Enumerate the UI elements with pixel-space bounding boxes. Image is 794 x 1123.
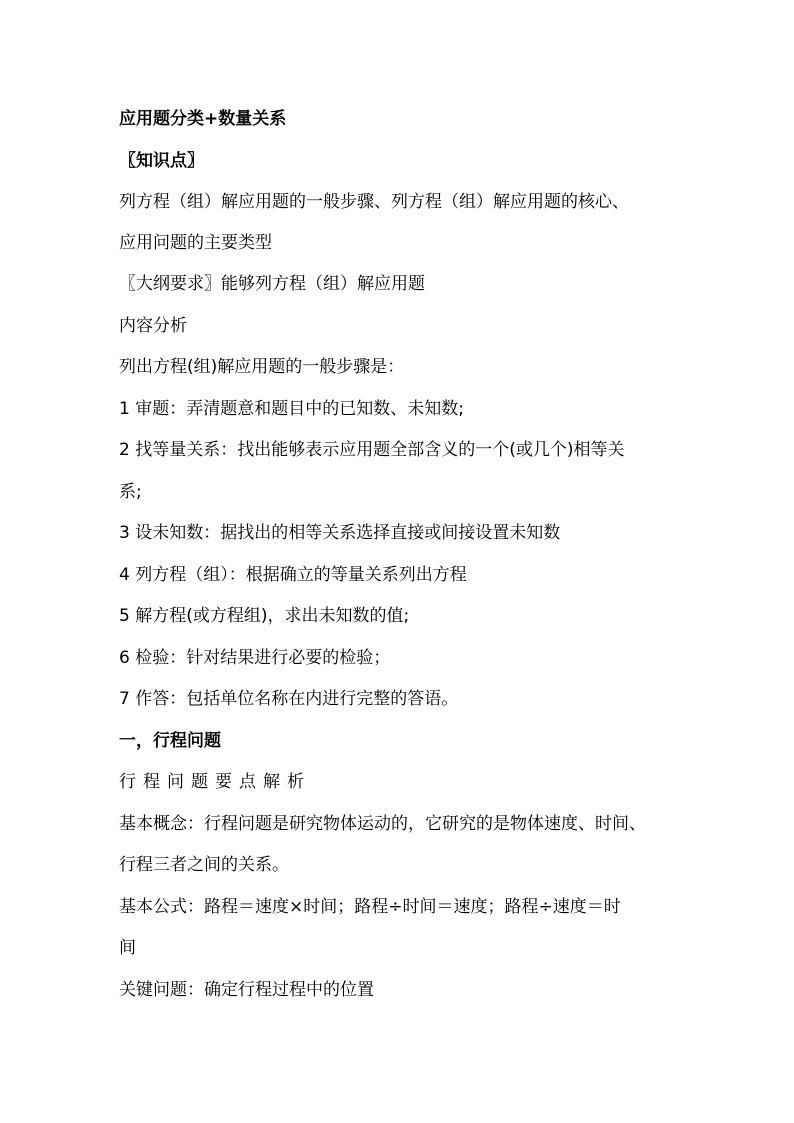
- travel-problems-subheading: 行程问题要点解析: [119, 772, 311, 792]
- steps-intro-line: 列出方程(组)解应用题的一般步骤是：: [119, 357, 405, 377]
- step-item-7: 7 作答：包括单位名称在内进行完整的答语。: [119, 689, 459, 709]
- content-analysis-heading: 内容分析: [119, 316, 187, 336]
- key-question-line: 关键问题：确定行程过程中的位置: [119, 980, 374, 1000]
- step-item-2: 2 找等量关系：找出能够表示应用题全部含义的一个(或几个)相等关: [119, 440, 625, 460]
- section-heading-travel-problems: 一，行程问题: [119, 731, 221, 751]
- basic-formula-line: 基本公式：路程＝速度×时间；路程÷时间＝速度；路程÷速度＝时: [119, 897, 621, 917]
- basic-formula-line-continued: 间: [119, 938, 136, 958]
- step-item-2-continued: 系;: [119, 482, 142, 502]
- step-item-6: 6 检验：针对结果进行必要的检验；: [119, 648, 391, 668]
- section-heading-knowledge-points: 〖知识点〗: [119, 151, 204, 171]
- step-item-5: 5 解方程(或方程组)，求出未知数的值;: [119, 606, 410, 626]
- syllabus-requirement-line: 〖大纲要求〗能够列方程（组）解应用题: [119, 274, 425, 294]
- paragraph-line: 应用问题的主要类型: [119, 233, 272, 253]
- paragraph-line: 列方程（组）解应用题的一般步骤、列方程（组）解应用题的核心、: [119, 192, 629, 212]
- basic-concept-line: 基本概念：行程问题是研究物体运动的，它研究的是物体速度、时间、: [119, 814, 646, 834]
- basic-concept-line-continued: 行程三者之间的关系。: [119, 855, 289, 875]
- step-item-3: 3 设未知数：据找出的相等关系选择直接或间接设置未知数: [119, 523, 561, 543]
- document-title: 应用题分类+数量关系: [119, 109, 287, 129]
- step-item-1: 1 审题：弄清题意和题目中的已知数、未知数;: [119, 399, 464, 419]
- step-item-4: 4 列方程（组）：根据确立的等量关系列出方程: [119, 565, 467, 585]
